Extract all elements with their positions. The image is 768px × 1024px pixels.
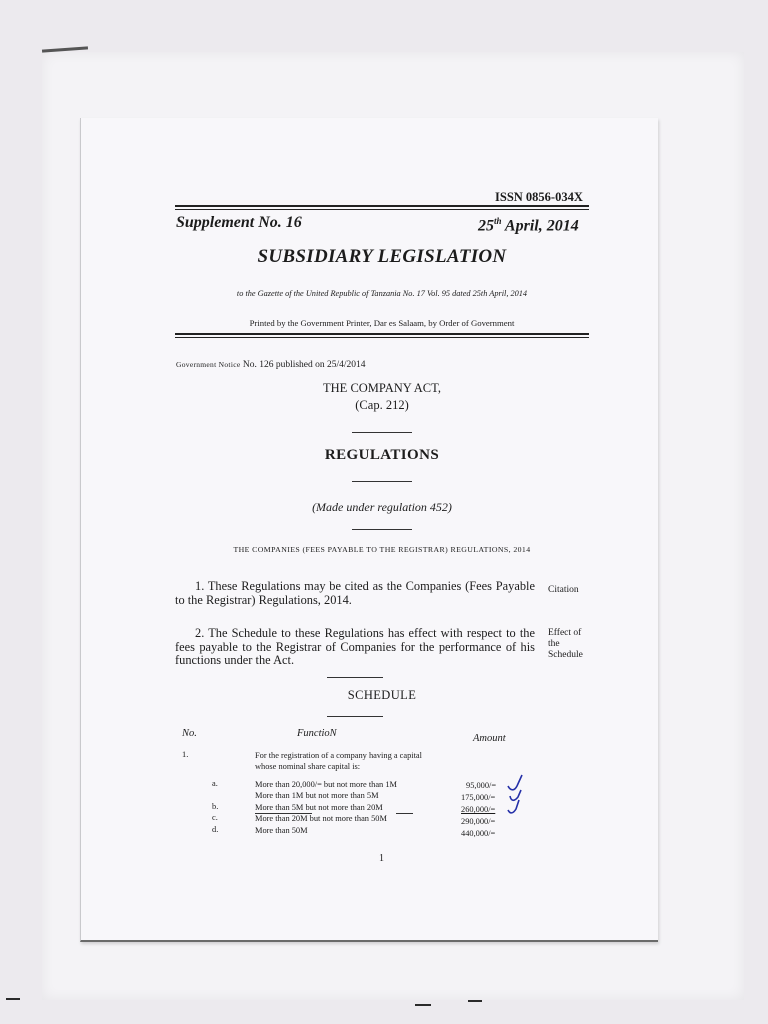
column-header-no: No. <box>182 728 197 739</box>
act-title <box>175 380 589 414</box>
row-description: More than 1M but not more than 5M <box>255 791 379 800</box>
row-description: More than 5M but not more than 20M <box>255 803 383 812</box>
row-letter: d. <box>212 825 219 834</box>
header-rule-bottom <box>175 333 589 335</box>
act-cap: (Cap. 212) <box>355 398 409 412</box>
header-rule-top-thin <box>175 209 589 210</box>
paragraph-effect: 2. The Schedule to these Regulations has effect with respect to the fees payable to the Registrar of Companies for the performance of his functions under the Act. <box>175 626 535 668</box>
act-name: THE COMPANY ACT, <box>323 381 441 395</box>
divider-3 <box>352 529 412 530</box>
row-letter: b. <box>212 802 219 811</box>
scan-mark-bottom-3 <box>468 1000 482 1002</box>
column-header-function: FunctioN <box>297 728 337 739</box>
gazette-line: to the Gazette of the United Republic of Tanzania No. 17 Vol. 95 dated 25th April, 2014 <box>236 289 528 298</box>
scan-mark-bottom-2 <box>415 1004 431 1006</box>
row-description: More than 20,000/= but not more than 1M <box>255 780 397 789</box>
printed-line: Printed by the Government Printer, Dar es Salaam, by Order of Government <box>249 318 515 328</box>
row-amount: 175,000/= <box>461 793 496 802</box>
schedule-item-number: 1. <box>182 750 189 759</box>
row-letter: a. <box>212 779 218 788</box>
row-description: More than 20M but not more than 50M <box>255 814 387 823</box>
schedule-heading: SCHEDULE <box>347 688 417 702</box>
issn-number: ISSN 0856-034X <box>495 190 583 204</box>
column-header-amount: Amount <box>473 733 506 744</box>
row-amount: 290,000/= <box>461 817 496 826</box>
check-mark-icon <box>505 774 529 822</box>
pen-underline-5m <box>255 813 312 814</box>
margin-note-citation: Citation <box>548 585 579 595</box>
pen-underline-20m <box>396 813 413 814</box>
margin-note-effect: Effect of the Schedule <box>548 628 583 660</box>
scan-mark-bottom-1 <box>6 998 20 1000</box>
divider-5 <box>327 716 383 717</box>
row-letter: c. <box>212 813 218 822</box>
regulations-heading: REGULATIONS <box>324 447 440 463</box>
main-title: SUBSIDIARY LEGISLATION <box>257 246 507 267</box>
supplement-date: 25th April, 2014 <box>478 216 579 235</box>
page-folio: 1 <box>379 853 384 864</box>
supplement-number: Supplement No. 16 <box>176 214 302 231</box>
made-under: (Made under regulation 452) <box>312 500 452 514</box>
paragraph-citation: 1. These Regulations may be cited as the Companies (Fees Payable to the Registrar) Regulations, 2014. <box>175 579 535 607</box>
schedule-item-text: For the registration of a company having a capital whose nominal share capital is: <box>255 751 422 771</box>
regulations-title: THE COMPANIES (FEES PAYABLE TO THE REGISTRAR) REGULATIONS, 2014 <box>233 545 531 554</box>
divider-2 <box>352 481 412 482</box>
row-amount: 260,000/= <box>461 805 496 814</box>
government-notice: Government Notice No. 126 published on 25/4/2014 <box>176 360 366 370</box>
divider-4 <box>327 677 383 678</box>
divider-1 <box>352 432 412 433</box>
row-amount: 95,000/= <box>466 781 497 790</box>
header-rule-top <box>175 205 589 207</box>
row-amount: 440,000/= <box>461 829 496 838</box>
row-description: More than 50M <box>255 826 308 835</box>
header-rule-bottom-thin <box>175 337 589 338</box>
